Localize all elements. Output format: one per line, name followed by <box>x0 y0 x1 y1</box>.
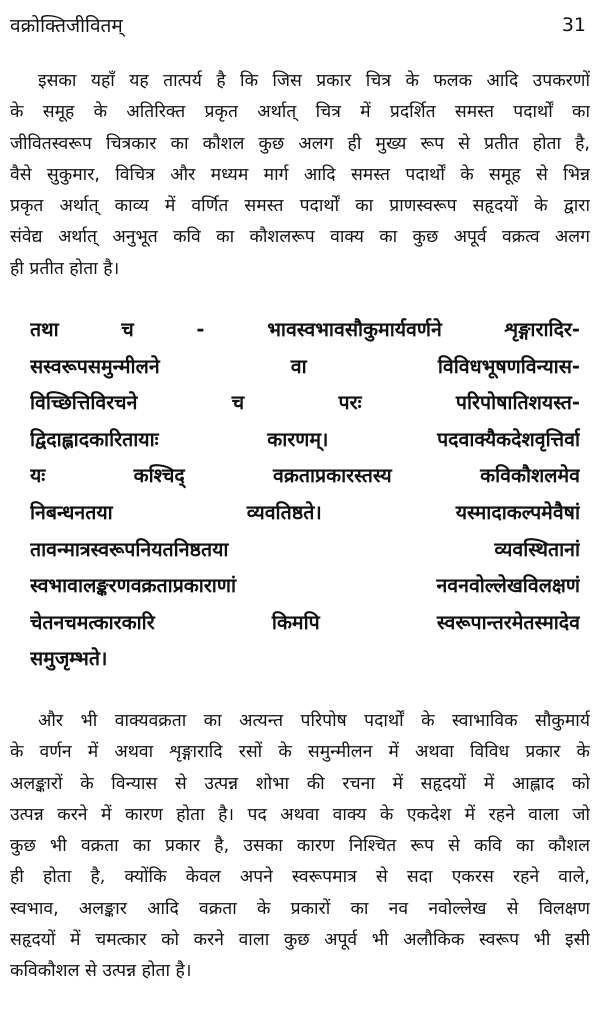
text-line: के समूह के अतिरिक्त प्रकृत अर्थात् चित्र में प्रदर्शित समस्त पदार्थों का <box>10 102 590 123</box>
verse-line: निबन्धनतया व्यवतिष्ठते। यस्मादाकल्पमेवैषां <box>30 500 580 524</box>
hindi-paragraph-2 <box>10 706 590 988</box>
page-number: 31 <box>561 14 586 36</box>
verse-line: तावन्मात्रस्वरूपनियतनिष्ठतया व्यवस्थितानां <box>30 537 580 561</box>
text-line: स्वभाव, अलङ्कार आदि वक्रता के प्रकारों का नव नवोल्लेख से विलक्षण <box>10 898 590 919</box>
running-title: वक्रोक्तिजीवितम् <box>10 15 123 37</box>
running-head <box>10 10 586 40</box>
text-line: कविकौशल से उत्पन्न होता है। <box>10 961 192 982</box>
verse-line: सस्वरूपसमुन्मीलने वा विविधभूषणविन्यास- <box>30 354 580 378</box>
text-line: अलङ्कारों के विन्यास से उत्पन्न शोभा की रचना में सहृदयों में आह्लाद को <box>10 773 590 794</box>
text-line: ही होता है, क्योंकि केवल अपने स्वरूपमात्र से सदा एकरस रहने वाले, <box>10 867 590 888</box>
text-line: इसका यहाँ यह तात्पर्य है कि जिस प्रकार चित्र के फलक आदि उपकरणों <box>38 71 590 91</box>
text-line: वैसे सुकुमार, विचित्र और मध्यम मार्ग आदि समस्त पदार्थों के समूह से भिन्न <box>10 164 590 185</box>
text-line: उत्पन्न करने में कारण होता है। पद अथवा वाक्य के एकदेश में रहने वाला जो <box>10 804 590 825</box>
verse-line: समुजृम्भते। <box>30 647 108 671</box>
text-line: जीवितस्वरूप चित्रकार का कौशल कुछ अलग ही मुख्य रूप से प्रतीत होता है, <box>10 133 590 154</box>
text-line: प्रकृत अर्थात् काव्य में वर्णित समस्त पदार्थों का प्राणस्वरूप सहृदयों के द्वारा <box>10 196 590 217</box>
verse-line: तथा च - भावस्वभावसौकुमार्यवर्णने शृङ्गारादिर- <box>30 318 580 341</box>
text-line: ही प्रतीत होता है। <box>10 258 120 279</box>
verse-line: विच्छित्तिविरचने च परः परिपोषातिशयस्त- <box>30 391 580 415</box>
sanskrit-passage <box>30 312 580 678</box>
hindi-paragraph-1 <box>10 66 590 285</box>
verse-line: यः कश्चिद् वक्रताप्रकारस्तस्य कविकौशलमेव <box>30 464 580 488</box>
text-line: सहृदयों में चमत्कार को करने वाला कुछ अपूर्व भी अलौकिक स्वरूप भी इसी <box>10 930 590 951</box>
text-line: के वर्णन में अथवा शृङ्गारादि रसों के समुन्मीलन में अथवा विविध प्रकार के <box>10 742 590 763</box>
verse-line: स्वभावालङ्करणवक्रताप्रकाराणां नवनवोल्लेखविलक्षणं <box>30 574 580 598</box>
text-line: और भी वाक्यवक्रता का अत्यन्त परिपोष पदार्थों के स्वाभाविक सौकुमार्य <box>38 711 590 731</box>
verse-line: चेतनचमत्कारकारि किमपि स्वरूपान्तरमेतस्मादेव <box>30 610 580 634</box>
text-line: कुछ भी वक्रता का प्रकार है, उसका कारण निश्चित रूप से कवि का कौशल <box>10 836 590 857</box>
verse-line: द्विदाह्लादकारितायाः कारणम्। पदवाक्यैकदेशवृत्तिर्वा <box>30 427 580 451</box>
text-line: संवेद्य अर्थात् अनुभूत कवि का कौशलरूप वाक्य का कुछ अपूर्व वक्रत्व अलग <box>10 227 590 248</box>
